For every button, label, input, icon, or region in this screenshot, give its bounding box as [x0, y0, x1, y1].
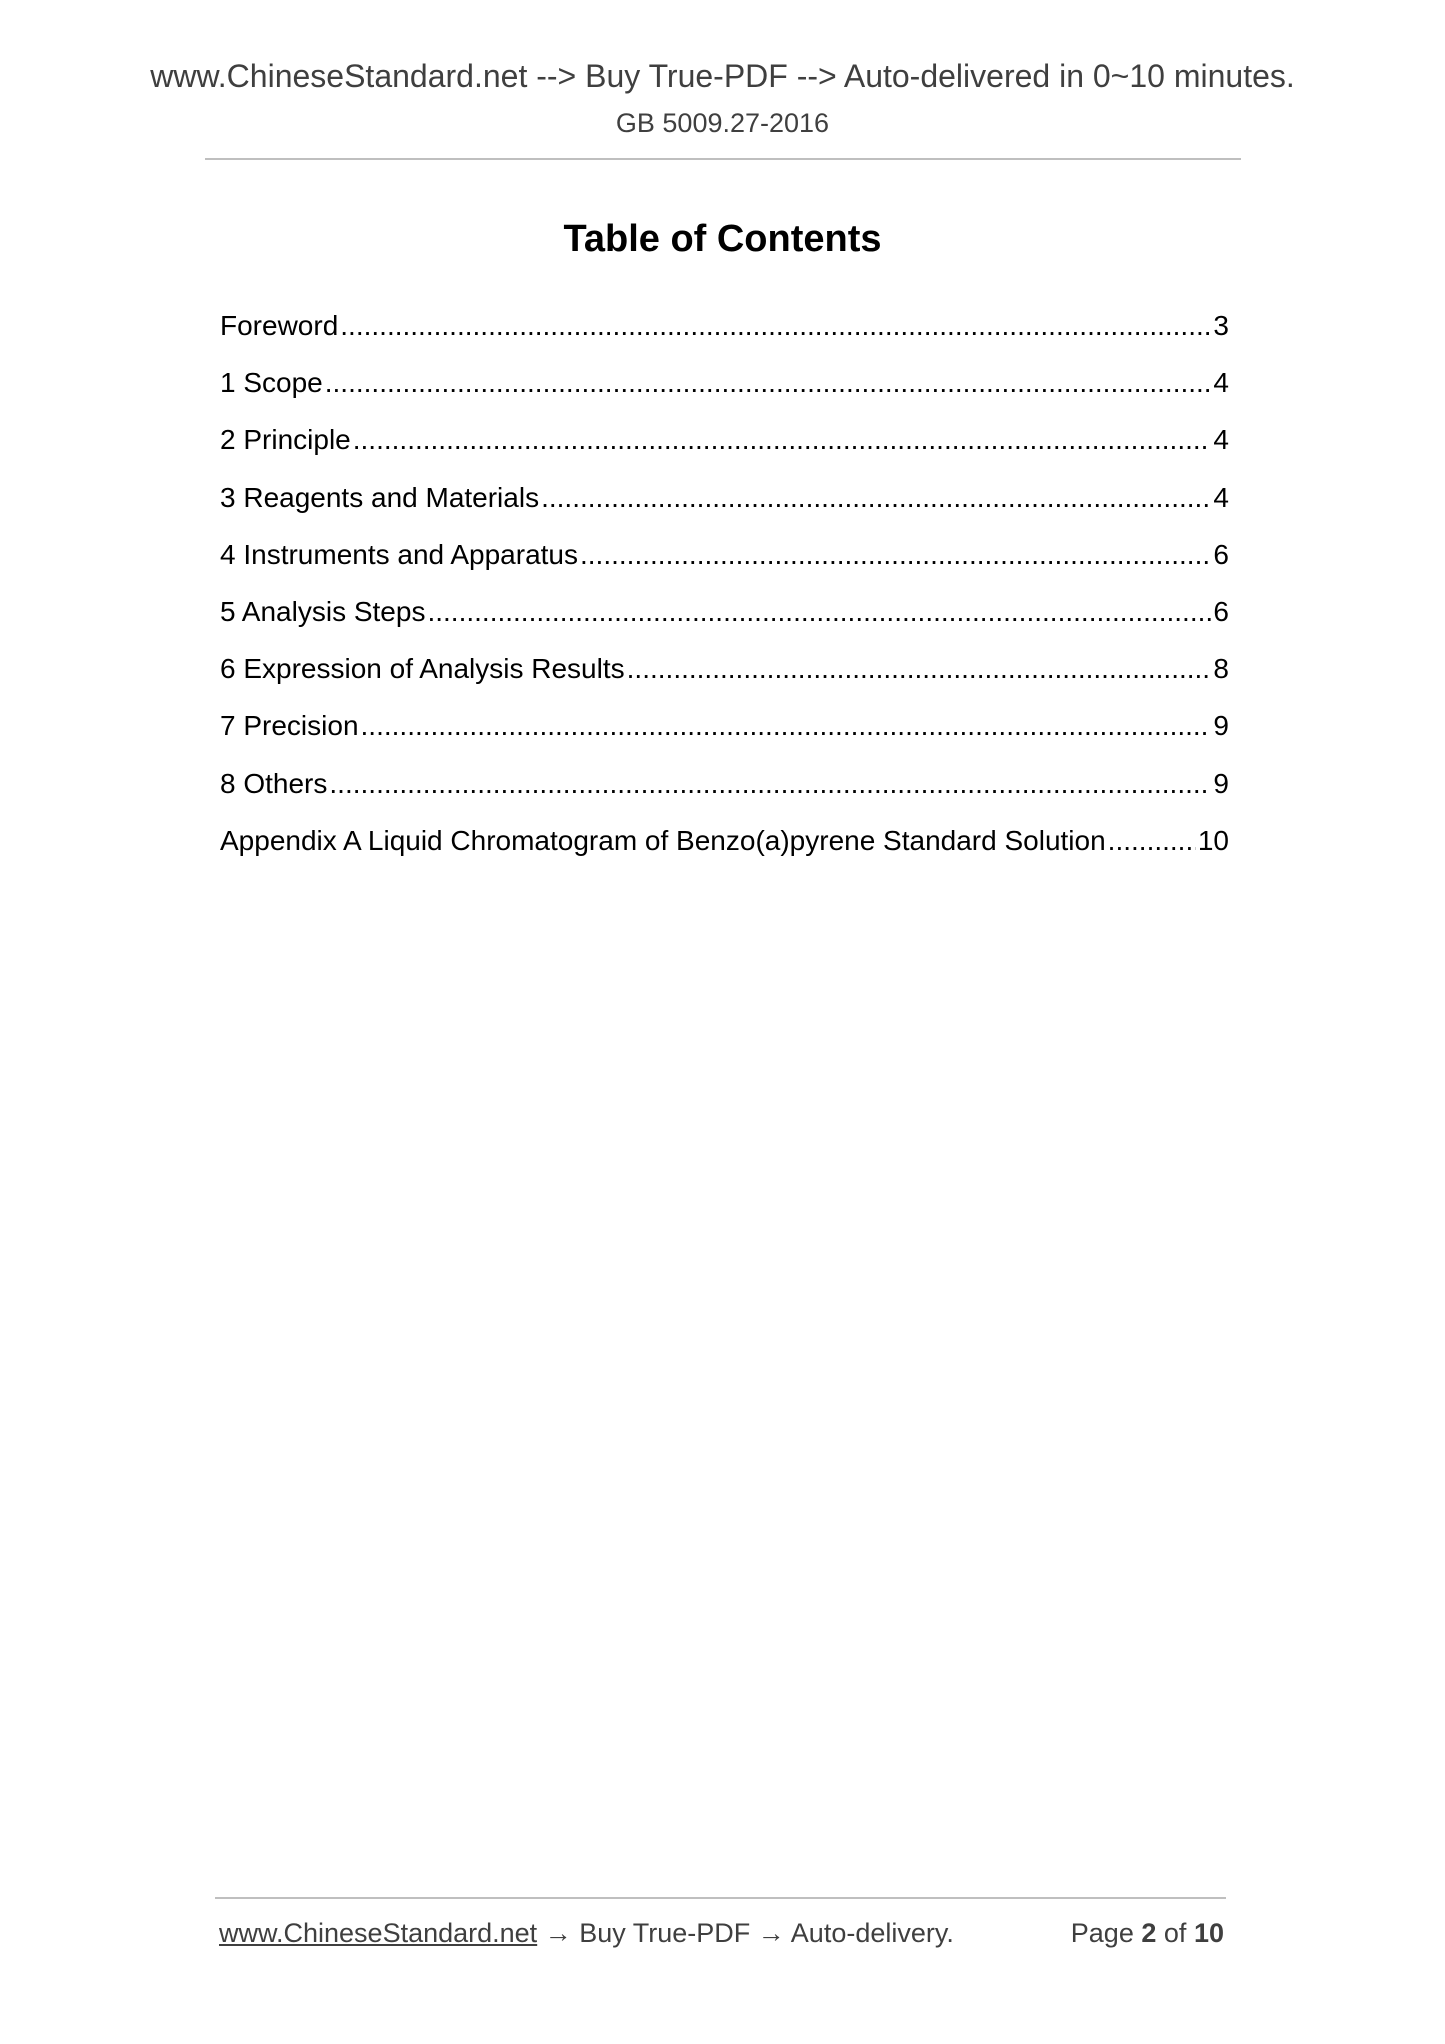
- toc-entry-appendix-a[interactable]: [220, 821, 1229, 878]
- toc-entry-page: 9: [1213, 767, 1229, 799]
- toc-entry-scope[interactable]: [220, 363, 1229, 420]
- toc-dot-leader: [340, 306, 1211, 346]
- toc-entry-label: 8 Others: [220, 767, 328, 799]
- toc-title: Table of Contents: [563, 218, 882, 260]
- toc-entry-label: 2 Principle: [220, 424, 351, 456]
- page-word: Page: [1070, 1918, 1134, 1948]
- toc-entry-page: 4: [1213, 424, 1229, 456]
- toc-dot-leader: [427, 592, 1211, 632]
- of-word: of: [1163, 1918, 1187, 1948]
- toc-entry-label: 1 Scope: [220, 367, 323, 399]
- toc-dot-leader: [353, 420, 1212, 460]
- toc-entry-label: 3 Reagents and Materials: [220, 481, 540, 513]
- toc-entry-page: 8: [1213, 653, 1229, 685]
- toc-entry-label: 5 Analysis Steps: [220, 595, 426, 627]
- toc-dot-leader: [325, 363, 1212, 403]
- footer-delivery-text: Auto-delivery.: [790, 1918, 954, 1948]
- toc-entry-page: 3: [1213, 310, 1229, 341]
- page-number: [1071, 1918, 1224, 1949]
- toc-entry-label: 4 Instruments and Apparatus: [220, 538, 578, 570]
- toc-entry-page: 4: [1213, 367, 1229, 399]
- footer-divider: [215, 1897, 1226, 1899]
- toc-dot-leader: [1108, 821, 1196, 861]
- toc-entry-reagents[interactable]: [220, 478, 1229, 535]
- toc-entry-page: 6: [1213, 538, 1229, 570]
- toc-entry-page: 10: [1197, 824, 1229, 856]
- toc-dot-leader: [580, 535, 1211, 575]
- header-promo-line: www.ChineseStandard.net --> Buy True-PDF --> Auto-delivered in 0~10 minutes.: [150, 58, 1295, 94]
- toc-entry-precision[interactable]: [220, 706, 1229, 763]
- toc-entry-expression-results[interactable]: [220, 649, 1229, 706]
- arrow-right-icon: →: [757, 1918, 785, 1948]
- toc-entry-label: Foreword: [220, 310, 339, 341]
- footer-promo: [219, 1918, 954, 1949]
- total-pages: 10: [1193, 1918, 1224, 1948]
- toc-dot-leader: [329, 764, 1211, 804]
- document-code: GB 5009.27-2016: [615, 108, 830, 138]
- toc-entry-label: 6 Expression of Analysis Results: [220, 653, 625, 685]
- toc-list: [220, 306, 1229, 878]
- toc-entry-page: 9: [1213, 710, 1229, 742]
- toc-dot-leader: [627, 649, 1212, 689]
- toc-dot-leader: [541, 478, 1211, 518]
- footer-site-link[interactable]: www.ChineseStandard.net: [219, 1918, 538, 1948]
- toc-entry-analysis-steps[interactable]: [220, 592, 1229, 649]
- page-footer: [219, 1918, 1224, 1958]
- toc-entry-label: 7 Precision: [220, 710, 359, 742]
- toc-entry-page: 6: [1213, 595, 1229, 627]
- toc-entry-others[interactable]: [220, 764, 1229, 821]
- toc-entry-principle[interactable]: [220, 420, 1229, 477]
- toc-entry-page: 4: [1213, 481, 1229, 513]
- current-page: 2: [1141, 1918, 1157, 1948]
- toc-entry-instruments[interactable]: [220, 535, 1229, 592]
- toc-entry-foreword[interactable]: [220, 306, 1229, 363]
- arrow-right-icon: →: [544, 1918, 572, 1948]
- footer-buy-text: Buy True-PDF: [579, 1918, 751, 1948]
- header-divider: [205, 158, 1241, 160]
- toc-dot-leader: [361, 706, 1212, 746]
- toc-entry-label: Appendix A Liquid Chromatogram of Benzo(a)pyrene Standard Solution: [220, 824, 1106, 856]
